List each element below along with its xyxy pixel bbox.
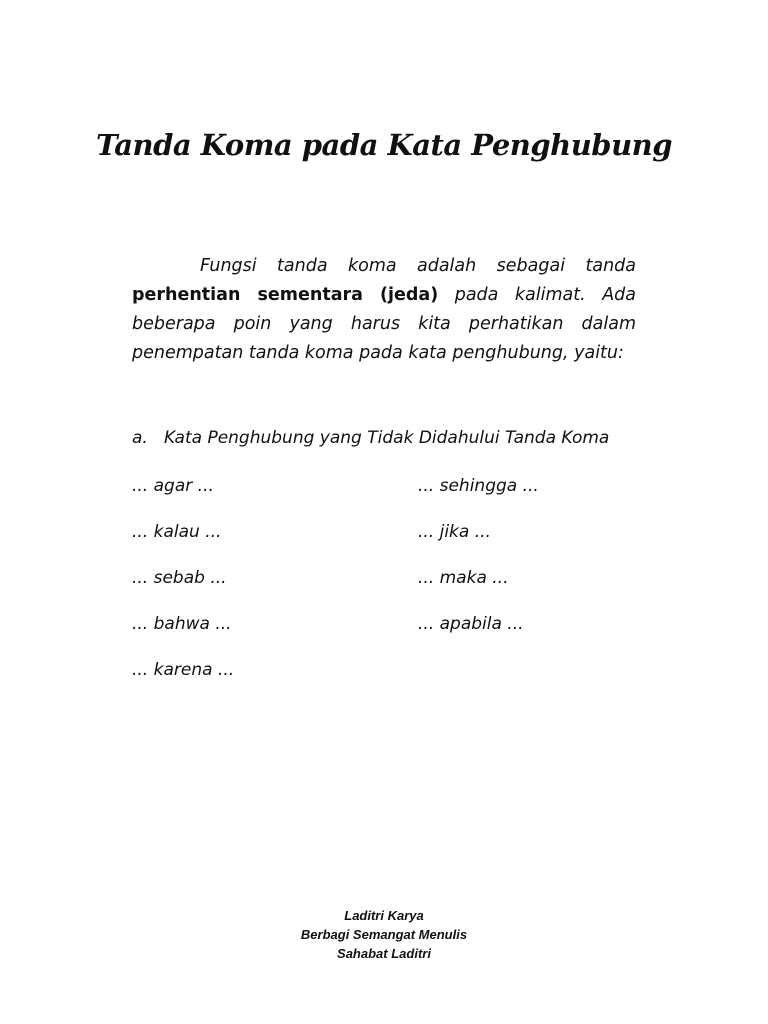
section-a-heading bbox=[132, 428, 652, 448]
intro-paragraph bbox=[132, 252, 636, 368]
paragraph-text-part1: Fungsi tanda koma adalah sebagai tanda bbox=[200, 256, 636, 276]
conjunction-item: ... kalau ... bbox=[132, 522, 222, 542]
word-row bbox=[132, 614, 592, 660]
conjunction-item: ... bahwa ... bbox=[132, 614, 232, 634]
conjunction-word-list bbox=[132, 476, 592, 706]
page-footer bbox=[0, 906, 768, 963]
word-row bbox=[132, 568, 592, 614]
word-row bbox=[132, 476, 592, 522]
word-row bbox=[132, 522, 592, 568]
footer-line-tagline: Berbagi Semangat Menulis bbox=[300, 927, 468, 942]
section-a-heading-text: Kata Penghubung yang Tidak Didahului Tanda Koma bbox=[164, 428, 610, 448]
section-a-marker: a. bbox=[132, 428, 148, 448]
word-row bbox=[132, 660, 592, 706]
page-title: Tanda Koma pada Kata Penghubung bbox=[95, 128, 673, 162]
conjunction-item: ... sehingga ... bbox=[418, 476, 539, 496]
conjunction-item: ... apabila ... bbox=[418, 614, 524, 634]
conjunction-item: ... maka ... bbox=[418, 568, 509, 588]
conjunction-item: ... agar ... bbox=[132, 476, 214, 496]
paragraph-text-part2: pada kalimat. Ada beberapa poin yang harus kita perhatikan dalam penempatan tanda koma pada kata penghubung, yaitu: bbox=[132, 285, 636, 363]
conjunction-item: ... sebab ... bbox=[132, 568, 227, 588]
paragraph-bold-text: perhentian sementara (jeda) bbox=[132, 285, 439, 305]
conjunction-item: ... karena ... bbox=[132, 660, 235, 680]
footer-line-community: Sahabat Laditri bbox=[337, 946, 431, 961]
conjunction-item: ... jika ... bbox=[418, 522, 491, 542]
footer-line-brand: Laditri Karya bbox=[344, 908, 424, 923]
